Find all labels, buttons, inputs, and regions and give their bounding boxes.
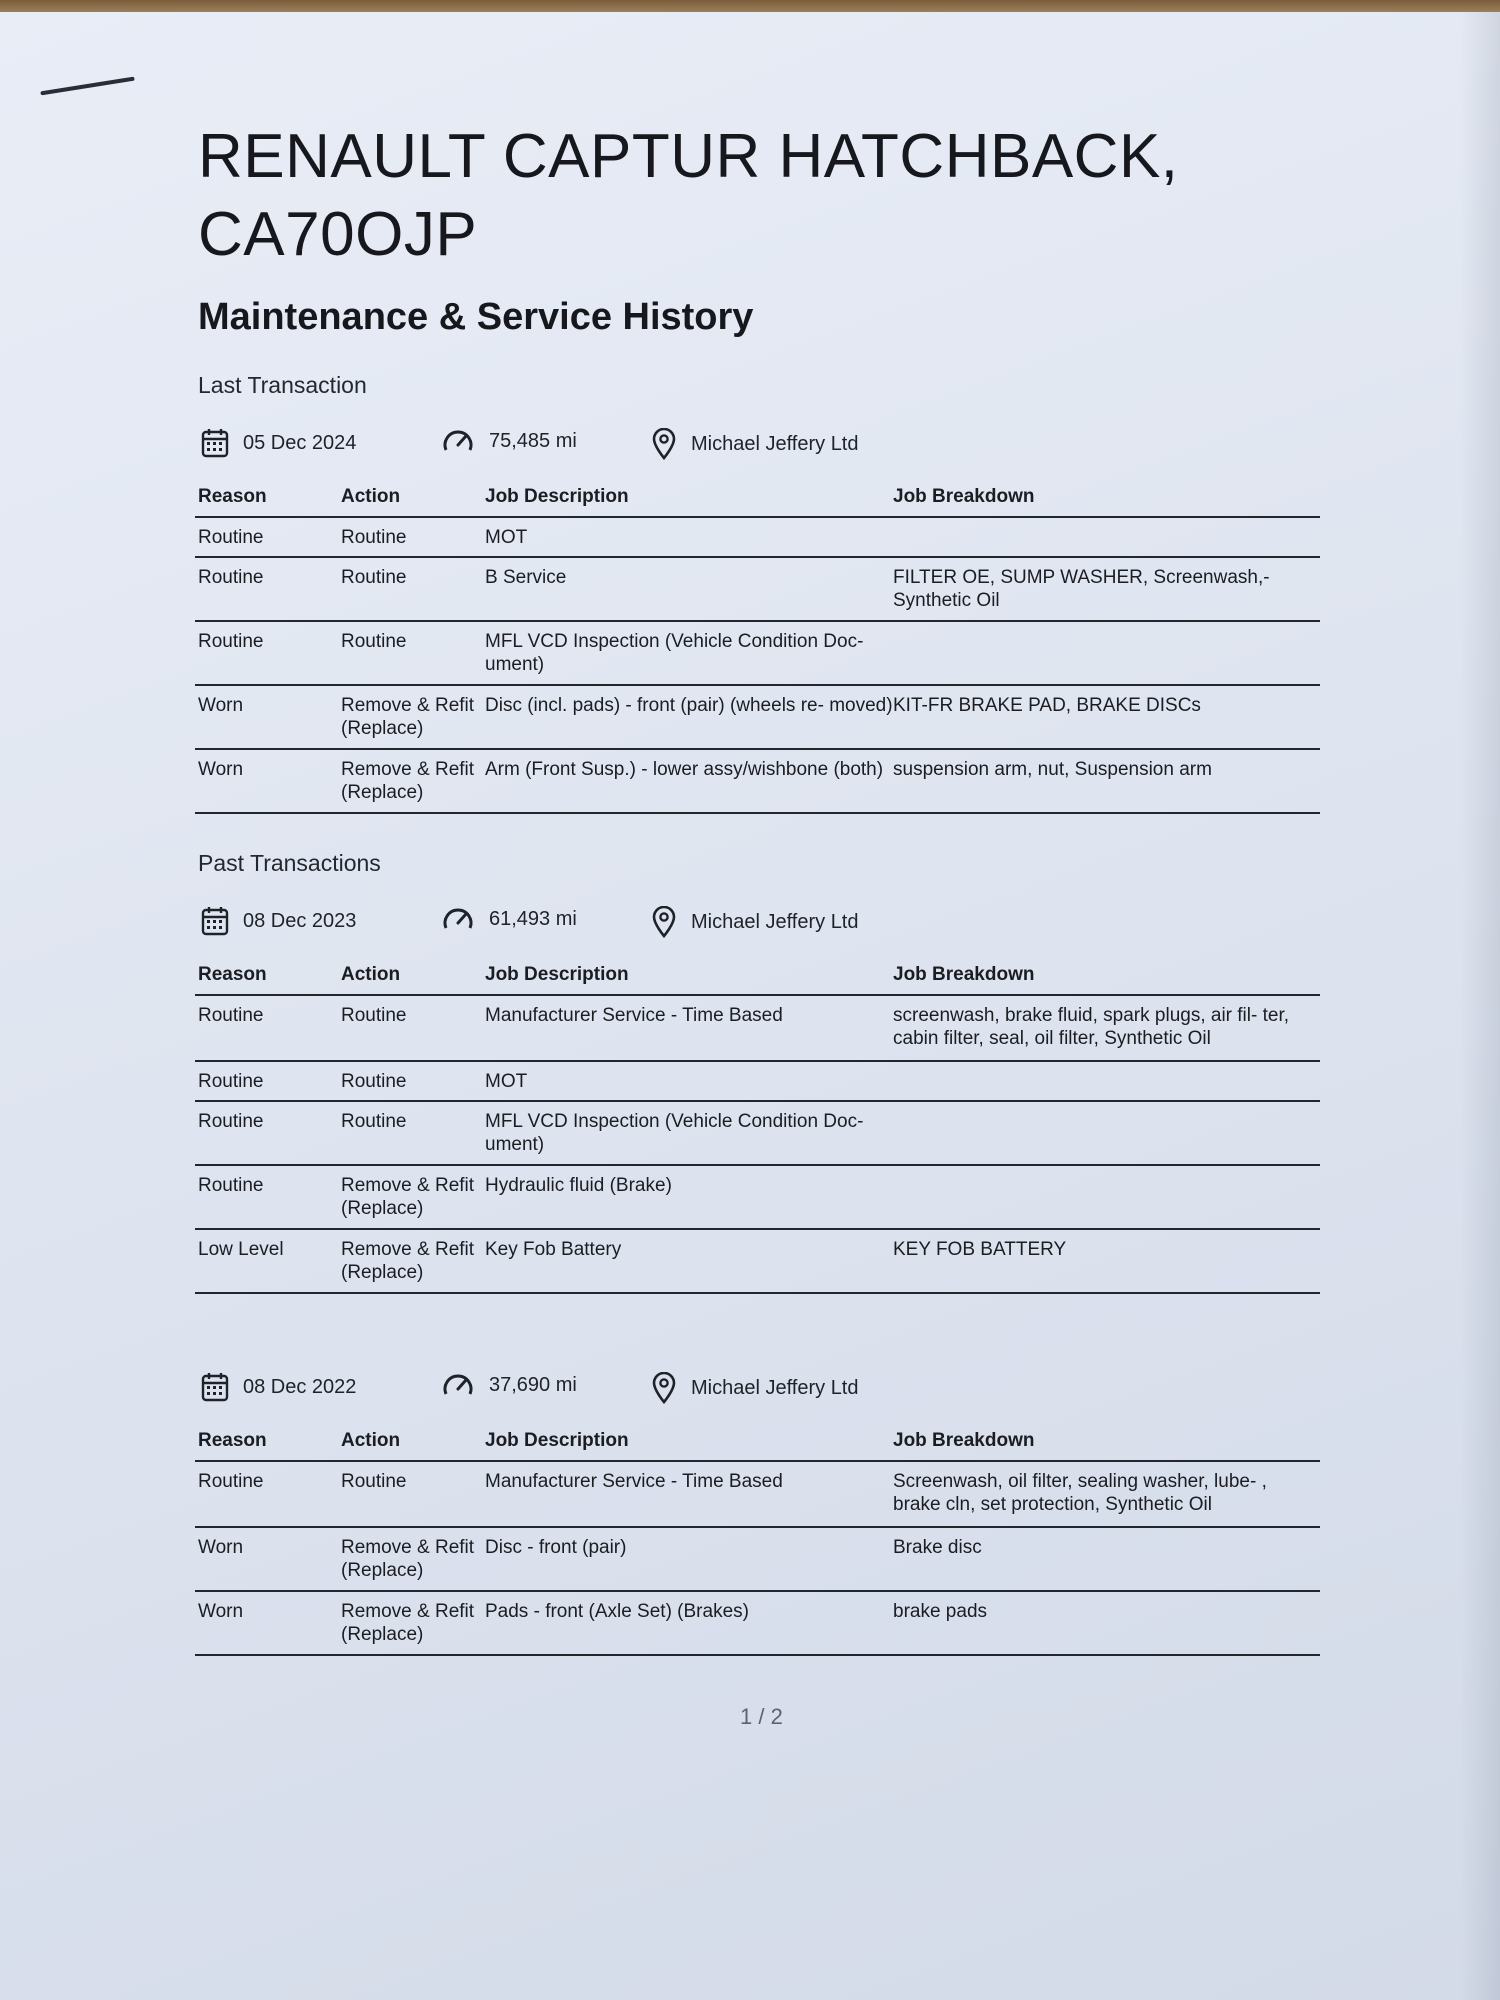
page-indicator: 1 / 2: [740, 1704, 783, 1729]
vehicle-title-line2: CA70OJP: [198, 200, 478, 269]
table-header: [195, 1424, 1320, 1462]
column-header-breakdown: Job Breakdown: [893, 964, 1035, 985]
table-header: [195, 480, 1320, 518]
column-header-reason: Reason: [198, 1430, 267, 1451]
cell-action: Routine: [341, 631, 407, 652]
transaction-date: [201, 906, 356, 936]
column-header-description: Job Description: [485, 964, 629, 985]
cell-description: Manufacturer Service - Time Based: [485, 1471, 783, 1492]
transaction-date: [201, 1372, 356, 1402]
location-pin-icon: [651, 1372, 691, 1404]
table-row: [195, 622, 1320, 686]
transaction-meta: [195, 898, 1320, 958]
vehicle-title-line1: RENAULT CAPTUR HATCHBACK,: [198, 122, 1179, 191]
transaction-mileage-text: 75,485 mi: [489, 429, 577, 452]
cell-breakdown: KEY FOB BATTERY: [893, 1239, 1067, 1260]
cell-description: MOT: [485, 527, 528, 548]
job-table: [195, 958, 1320, 1294]
last-transaction-label: Last Transaction: [198, 372, 367, 398]
column-header-description: Job Description: [485, 1430, 629, 1451]
cell-reason: Routine: [198, 567, 264, 588]
transaction-date-text: 05 Dec 2024: [243, 431, 357, 454]
cell-action: Routine: [341, 1071, 407, 1092]
column-header-action: Action: [341, 486, 401, 507]
cell-breakdown: brake pads: [893, 1601, 988, 1622]
transaction-block: [195, 1364, 1320, 1656]
transaction-date-text: 08 Dec 2023: [243, 909, 357, 932]
column-header-action: Action: [341, 1430, 401, 1451]
transaction-mileage-text: 61,493 mi: [489, 907, 577, 930]
table-row: [195, 1062, 1320, 1102]
column-header-action: Action: [341, 964, 401, 985]
cell-action: Remove & Refit (Replace): [341, 695, 475, 739]
table-row: [195, 1102, 1320, 1166]
transaction-garage: [651, 906, 859, 938]
job-table: [195, 1424, 1320, 1656]
transaction-meta: [195, 420, 1320, 480]
transaction-date: [201, 428, 356, 458]
cell-reason: Routine: [198, 1005, 264, 1026]
column-header-reason: Reason: [198, 964, 267, 985]
table-row: [195, 1462, 1320, 1528]
cell-reason: Worn: [198, 759, 244, 780]
transaction-block: [195, 898, 1320, 1294]
table-row: [195, 686, 1320, 750]
cell-reason: Routine: [198, 527, 264, 548]
cell-description: Disc - front (pair): [485, 1537, 627, 1558]
cell-action: Routine: [341, 567, 407, 588]
transaction-garage: [651, 1372, 859, 1404]
cell-breakdown: FILTER OE, SUMP WASHER, Screenwash,- Synthetic Oil: [893, 567, 1270, 611]
cell-reason: Low Level: [198, 1239, 284, 1260]
job-table: [195, 480, 1320, 814]
cell-breakdown: suspension arm, nut, Suspension arm: [893, 759, 1212, 780]
past-transactions-label: Past Transactions: [198, 850, 381, 876]
section-title: Maintenance & Service History: [198, 296, 754, 338]
cell-breakdown: KIT-FR BRAKE PAD, BRAKE DISCs: [893, 695, 1201, 716]
table-header: [195, 958, 1320, 996]
calendar-icon: [201, 428, 243, 458]
table-row: [195, 750, 1320, 814]
transaction-date-text: 08 Dec 2022: [243, 1375, 357, 1398]
table-row: [195, 996, 1320, 1062]
table-row: [195, 518, 1320, 558]
transaction-block: [195, 420, 1320, 814]
cell-description: B Service: [485, 567, 567, 588]
cell-description: Disc (incl. pads) - front (pair) (wheels re- moved): [485, 695, 893, 716]
cell-action: Remove & Refit (Replace): [341, 1537, 475, 1581]
cell-action: Routine: [341, 1111, 407, 1132]
cell-action: Remove & Refit (Replace): [341, 759, 475, 803]
cell-action: Routine: [341, 1471, 407, 1492]
column-header-reason: Reason: [198, 486, 267, 507]
cell-reason: Worn: [198, 1601, 244, 1622]
location-pin-icon: [651, 906, 691, 938]
column-header-breakdown: Job Breakdown: [893, 1430, 1035, 1451]
cell-description: MFL VCD Inspection (Vehicle Condition Doc- ument): [485, 1111, 864, 1155]
location-pin-icon: [651, 428, 691, 460]
calendar-icon: [201, 906, 243, 936]
cell-reason: Routine: [198, 1175, 264, 1196]
table-row: [195, 1166, 1320, 1230]
transaction-mileage: [441, 906, 577, 932]
cell-action: Remove & Refit (Replace): [341, 1601, 475, 1645]
cell-action: Routine: [341, 527, 407, 548]
cell-breakdown: screenwash, brake fluid, spark plugs, air fil- ter, cabin filter, seal, oil filter, Synthetic Oil: [893, 1005, 1290, 1049]
cell-description: Manufacturer Service - Time Based: [485, 1005, 783, 1026]
cell-reason: Routine: [198, 1471, 264, 1492]
transaction-mileage: [441, 428, 577, 454]
cell-description: MOT: [485, 1071, 528, 1092]
table-row: [195, 1592, 1320, 1656]
cell-action: Routine: [341, 1005, 407, 1026]
transaction-meta: [195, 1364, 1320, 1424]
table-row: [195, 1528, 1320, 1592]
cell-description: Key Fob Battery: [485, 1239, 622, 1260]
transaction-mileage-text: 37,690 mi: [489, 1373, 577, 1396]
cell-reason: Worn: [198, 1537, 244, 1558]
transaction-garage-text: Michael Jeffery Ltd: [691, 432, 859, 455]
transaction-garage-text: Michael Jeffery Ltd: [691, 910, 859, 933]
cell-description: Arm (Front Susp.) - lower assy/wishbone (both): [485, 759, 884, 780]
cell-description: MFL VCD Inspection (Vehicle Condition Doc- ument): [485, 631, 864, 675]
speedometer-icon: [441, 428, 489, 454]
cell-breakdown: Brake disc: [893, 1537, 982, 1558]
cell-reason: Routine: [198, 1111, 264, 1132]
cell-description: Pads - front (Axle Set) (Brakes): [485, 1601, 749, 1622]
vehicle-title: [198, 118, 1298, 274]
cell-breakdown: Screenwash, oil filter, sealing washer, lube- , brake cln, set protection, Synthetic Oil: [893, 1471, 1267, 1515]
transaction-garage-text: Michael Jeffery Ltd: [691, 1376, 859, 1399]
calendar-icon: [201, 1372, 243, 1402]
paper-shadow: [1460, 12, 1500, 2000]
cell-reason: Routine: [198, 631, 264, 652]
cell-description: Hydraulic fluid (Brake): [485, 1175, 672, 1196]
table-row: [195, 1230, 1320, 1294]
column-header-description: Job Description: [485, 486, 629, 507]
cell-reason: Worn: [198, 695, 244, 716]
cell-action: Remove & Refit (Replace): [341, 1239, 475, 1283]
transaction-mileage: [441, 1372, 577, 1398]
cell-action: Remove & Refit (Replace): [341, 1175, 475, 1219]
speedometer-icon: [441, 1372, 489, 1398]
column-header-breakdown: Job Breakdown: [893, 486, 1035, 507]
cell-reason: Routine: [198, 1071, 264, 1092]
speedometer-icon: [441, 906, 489, 932]
transaction-garage: [651, 428, 859, 460]
table-row: [195, 558, 1320, 622]
